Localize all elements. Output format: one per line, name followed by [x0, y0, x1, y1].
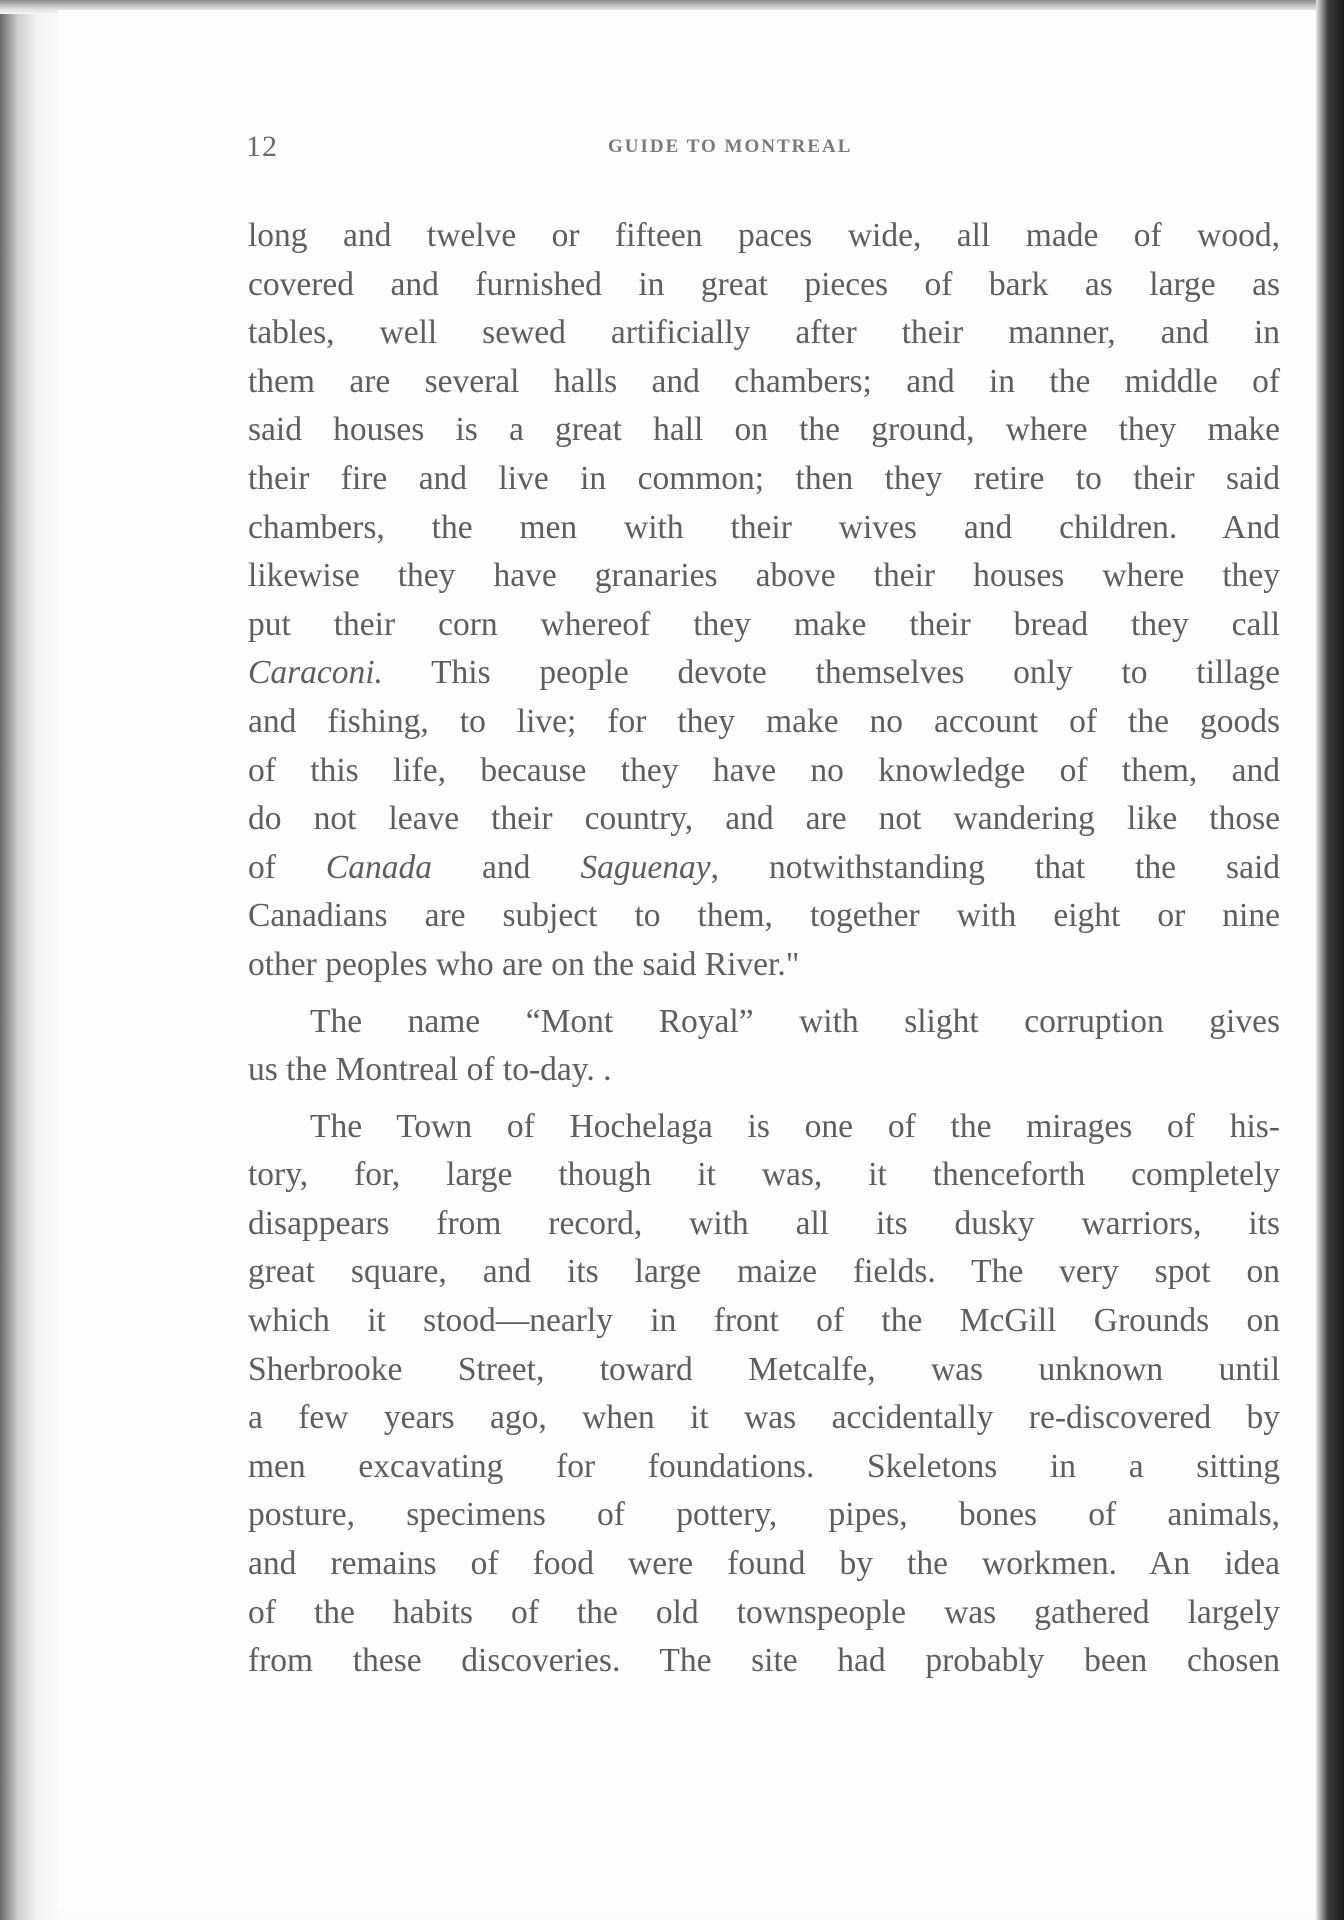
text-line: tables, well sewed artificially after their manner, and in: [248, 314, 1280, 352]
text-line: do not leave their country, and are not wandering like those: [248, 800, 1280, 838]
text-line: chambers, the men with their wives and children. And: [248, 508, 1280, 546]
text-line: their fire and live in common; then they retire to their said: [248, 459, 1280, 497]
text-line: Sherbrooke Street, toward Metcalfe, was unknown until: [248, 1350, 1280, 1388]
text-line: great square, and its large maize fields. The very spot on: [248, 1253, 1280, 1291]
text-line: covered and furnished in great pieces of bark as large as: [248, 265, 1280, 303]
text-line: tory, for, large though it was, it thenceforth completely: [248, 1156, 1280, 1194]
text-line: from these discoveries. The site had probably been chosen: [248, 1642, 1280, 1680]
body-text: [248, 212, 1280, 1686]
text-line: men excavating for foundations. Skeletons in a sitting: [248, 1447, 1280, 1485]
text-line: them are several halls and chambers; and in the middle of: [248, 362, 1280, 400]
page-number: 12: [246, 130, 278, 163]
text-line: Canadians are subject to them, together with eight or nine: [248, 897, 1280, 935]
text-line: put their corn whereof they make their bread they call: [248, 605, 1280, 643]
text-line: said houses is a great hall on the ground, where they make: [248, 411, 1280, 449]
text-segment: , notwithstanding that the said: [710, 848, 1281, 886]
text-line: [248, 844, 1280, 893]
text-segment: This people devote themselves only to tillage: [382, 654, 1280, 692]
text-line: and remains of food were found by the workmen. An idea: [248, 1545, 1280, 1583]
italic-term: Canada: [325, 848, 433, 886]
text-line: other peoples who are on the said River.": [248, 945, 800, 983]
text-line: long and twelve or fifteen paces wide, all made of wood,: [248, 217, 1280, 254]
text-line: The Town of Hochelaga is one of the mirages of his-: [310, 1107, 1280, 1145]
page-header: [246, 130, 1286, 170]
text-line: and fishing, to live; for they make no account of the goods: [248, 702, 1280, 740]
paragraph: [248, 1103, 1280, 1686]
text-line: which it stood—nearly in front of the McGill Grounds on: [248, 1302, 1280, 1340]
text-line: of this life, because they have no knowledge of them, and: [248, 751, 1280, 789]
text-line: The name “Mont Royal” with slight corruption gives: [310, 1002, 1280, 1040]
italic-term: Caraconi.: [248, 654, 383, 692]
paragraph: [248, 212, 1280, 990]
text-line: disappears from record, with all its dusky warriors, its: [248, 1204, 1280, 1242]
text-line: us the Montreal of to-day. .: [248, 1051, 612, 1089]
paragraph: [248, 998, 1280, 1095]
italic-term: Saguenay: [580, 848, 711, 886]
text-segment: and: [432, 848, 581, 886]
text-line: a few years ago, when it was accidentally re-discovered by: [248, 1399, 1280, 1437]
text-line: posture, specimens of pottery, pipes, bones of animals,: [248, 1496, 1280, 1534]
text-line: of the habits of the old townspeople was gathered largely: [248, 1593, 1280, 1631]
text-segment: of: [248, 848, 326, 886]
text-line: likewise they have granaries above their houses where they: [248, 557, 1280, 595]
running-title: GUIDE TO MONTREAL: [608, 136, 853, 157]
page-right-edge-shadow: [1316, 0, 1344, 1920]
text-line: [248, 649, 1280, 698]
